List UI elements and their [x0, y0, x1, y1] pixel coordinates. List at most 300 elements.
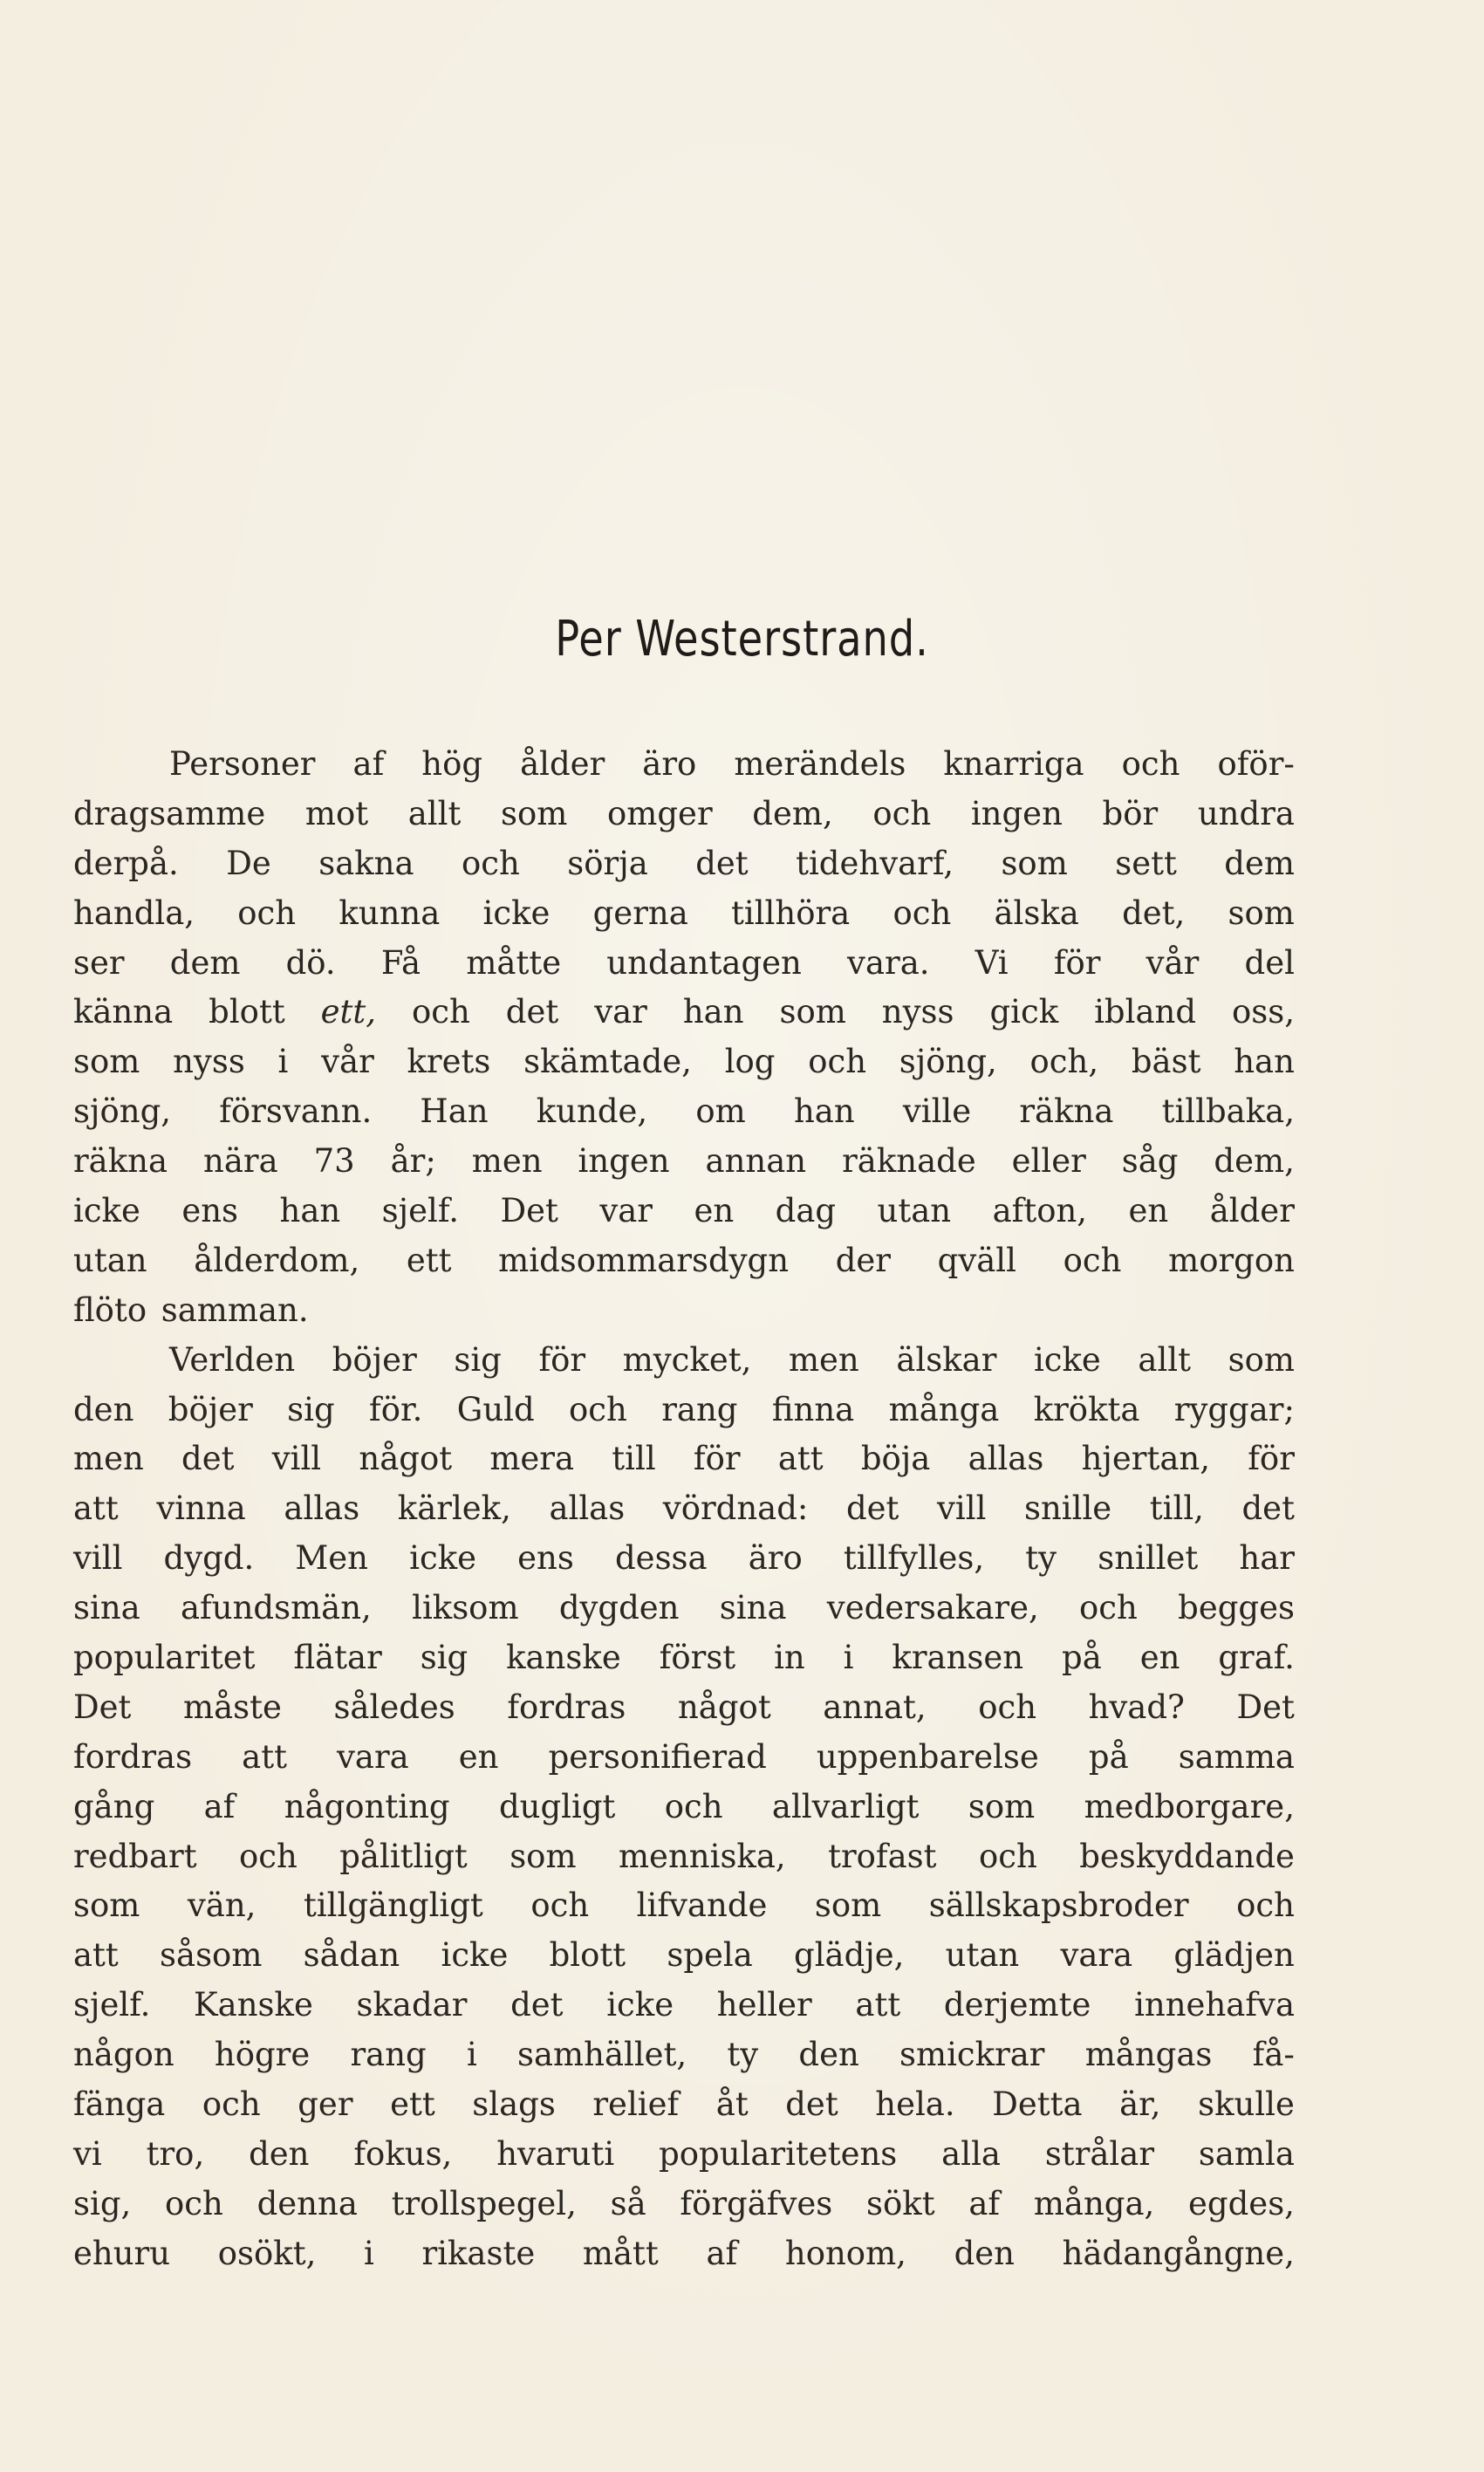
word: hjertan,	[1081, 1440, 1210, 1478]
word: nyss	[173, 1043, 245, 1081]
text-line	[73, 2180, 1295, 2229]
word: vår	[321, 1043, 374, 1081]
word: oför-	[1217, 745, 1295, 783]
text-line	[73, 1484, 1295, 1534]
word: det	[1241, 1489, 1295, 1528]
word: han	[682, 993, 744, 1031]
word: böjer	[332, 1340, 417, 1379]
word: merändels	[734, 745, 906, 783]
word: utan	[945, 1936, 1020, 1975]
word: ålder	[520, 745, 605, 783]
word: år;	[390, 1142, 436, 1181]
word: men	[73, 1440, 144, 1478]
text-line	[73, 2130, 1295, 2180]
word: liksom	[412, 1589, 519, 1627]
text-line	[73, 2229, 1295, 2279]
word: många,	[1033, 2184, 1155, 2222]
word: lifvande	[636, 1887, 768, 1925]
text-line	[73, 1534, 1295, 1584]
word: Han	[420, 1092, 489, 1131]
body-text	[73, 740, 1295, 2279]
word: afundsmän,	[181, 1589, 372, 1627]
word: fordras	[507, 1688, 626, 1726]
word: att	[777, 1440, 824, 1478]
word: undra	[1197, 794, 1295, 832]
word: som	[509, 1837, 577, 1875]
text-line	[73, 1137, 1295, 1187]
word: Vi	[975, 943, 1009, 982]
word: smickrar	[899, 2036, 1045, 2074]
text-line	[73, 1981, 1295, 2030]
word: kärlek,	[397, 1489, 511, 1528]
word: något	[359, 1440, 453, 1478]
word: beskyddande	[1079, 1837, 1295, 1875]
word: och	[872, 794, 932, 832]
word: det	[695, 844, 749, 882]
word: och	[892, 894, 952, 932]
word: annat,	[823, 1688, 927, 1726]
word: popularitetens	[659, 2134, 898, 2173]
word: hög	[421, 745, 483, 783]
word: dem,	[1214, 1142, 1295, 1181]
word: högre	[214, 2036, 311, 2074]
word: kransen	[892, 1639, 1024, 1677]
word: som	[1001, 844, 1068, 882]
word: hvaruti	[496, 2134, 615, 2173]
word: skadar	[356, 1986, 468, 2024]
word: som	[73, 1887, 140, 1925]
word: sådan	[303, 1936, 400, 1975]
word: skulle	[1198, 2085, 1295, 2124]
word: ingen	[578, 1142, 670, 1181]
word: slags	[472, 2085, 556, 2124]
word: af	[203, 1787, 236, 1825]
word: allt	[1138, 1340, 1192, 1379]
word: heller	[716, 1986, 812, 2024]
word: som	[73, 1043, 140, 1081]
word: rang	[350, 2036, 427, 2074]
word: sig,	[73, 2184, 132, 2222]
word: på	[1062, 1639, 1102, 1677]
word: och	[1079, 1589, 1138, 1627]
word: dag	[775, 1192, 837, 1230]
word: vår	[1145, 943, 1200, 982]
word: af	[968, 2184, 1001, 2222]
word: såsom	[160, 1936, 263, 1975]
word: sig	[287, 1390, 335, 1428]
word: oss,	[1231, 993, 1295, 1031]
word: tidehvarf,	[796, 844, 954, 882]
word: det	[510, 1986, 564, 2024]
word: måste	[182, 1688, 282, 1726]
text-line	[73, 1286, 1295, 1336]
word: mått	[582, 2234, 659, 2272]
word: allvarligt	[771, 1787, 920, 1825]
text-line	[73, 2080, 1295, 2130]
word: ibland	[1094, 993, 1197, 1031]
word: många	[888, 1390, 1000, 1428]
word: har	[1239, 1539, 1295, 1578]
word: in	[774, 1639, 805, 1677]
word: af	[352, 745, 385, 783]
word: eller	[1011, 1142, 1086, 1181]
word: icke	[606, 1986, 674, 2024]
word: utan	[877, 1192, 952, 1230]
word: icke	[73, 1192, 140, 1230]
word: innehafva	[1134, 1986, 1295, 2024]
word: sina	[73, 1589, 140, 1627]
word: knarriga	[943, 745, 1084, 783]
text-line	[73, 1584, 1295, 1633]
word: han	[793, 1092, 855, 1131]
word: hvad?	[1088, 1688, 1185, 1726]
word: dygd.	[163, 1539, 255, 1578]
word: försvann.	[219, 1092, 373, 1131]
word: vinna	[156, 1489, 246, 1528]
word: mera	[489, 1440, 575, 1478]
word: krökta	[1033, 1390, 1140, 1428]
word: sjöng,	[73, 1092, 172, 1131]
word: alla	[941, 2134, 1001, 2173]
word: och	[1063, 1241, 1122, 1279]
word: sällskapsbroder	[928, 1887, 1189, 1925]
word: det	[181, 1440, 235, 1478]
word: den	[954, 2234, 1016, 2272]
word: få-	[1252, 2036, 1295, 2074]
word: Kanske	[194, 1986, 313, 2024]
word: graf.	[1218, 1639, 1295, 1677]
word: popularitet	[73, 1639, 256, 1677]
word: rang	[661, 1390, 738, 1428]
text-line	[73, 740, 1295, 790]
word: ett,	[320, 993, 377, 1031]
text-line	[73, 839, 1295, 889]
word: samla	[1198, 2134, 1295, 2173]
word: tro,	[146, 2134, 205, 2173]
word: strålar	[1044, 2134, 1155, 2173]
word: sina	[719, 1589, 787, 1627]
word: der	[835, 1241, 891, 1279]
text-line	[73, 1733, 1295, 1783]
text-line	[73, 1236, 1295, 1286]
word: dem,	[752, 794, 833, 832]
word: samman.	[161, 1291, 309, 1329]
word: tillfylles,	[843, 1539, 985, 1578]
text-line	[73, 1832, 1295, 1882]
word: ryggar;	[1173, 1390, 1295, 1428]
word: först	[659, 1639, 736, 1677]
word: är,	[1119, 2085, 1161, 2124]
word: derpå.	[73, 844, 179, 882]
word: vän,	[187, 1887, 256, 1925]
word: måtte	[466, 943, 562, 982]
word: hädangångne,	[1062, 2234, 1295, 2272]
word: så	[610, 2184, 646, 2222]
text-line	[73, 790, 1295, 839]
text-line	[73, 1633, 1295, 1683]
word: rikaste	[421, 2234, 536, 2272]
word: nyss	[881, 993, 954, 1031]
word: sökt	[866, 2184, 935, 2222]
word: i	[466, 2036, 477, 2074]
word: gerna	[592, 894, 688, 932]
word: och	[808, 1043, 867, 1081]
word: men	[471, 1142, 543, 1181]
word: bäst	[1131, 1043, 1201, 1081]
word: och	[237, 894, 297, 932]
text-line	[73, 2030, 1295, 2080]
word: af	[706, 2234, 738, 2272]
word: egdes,	[1188, 2184, 1295, 2222]
word: Verlden	[169, 1340, 296, 1379]
word: blott	[549, 1936, 626, 1975]
word: sig	[454, 1340, 502, 1379]
word: och,	[1029, 1043, 1099, 1081]
word: skämtade,	[523, 1043, 692, 1081]
word: ser	[73, 943, 125, 982]
word: äro	[642, 745, 697, 783]
word: vi	[73, 2134, 102, 2173]
text-line	[73, 988, 1295, 1037]
word: krets	[407, 1043, 491, 1081]
word: ty	[727, 2036, 759, 2074]
word: och	[462, 844, 520, 882]
word: menniska,	[618, 1837, 786, 1875]
word: gick	[989, 993, 1059, 1031]
word: ville	[902, 1092, 972, 1131]
word: vara.	[847, 943, 930, 982]
word: som	[1228, 1340, 1295, 1379]
word: för	[1248, 1440, 1295, 1478]
word: en	[1128, 1192, 1169, 1230]
text-line	[73, 1187, 1295, 1236]
word: och	[978, 1837, 1037, 1875]
word: vill	[271, 1440, 322, 1478]
word: och	[1236, 1887, 1295, 1925]
text-line	[73, 889, 1295, 939]
word: pålitligt	[339, 1837, 468, 1875]
word: mycket,	[622, 1340, 752, 1379]
word: morgon	[1168, 1241, 1295, 1279]
word: fänga	[73, 2085, 166, 2124]
word: att	[73, 1936, 119, 1975]
word: icke	[441, 1936, 509, 1975]
word: honom,	[784, 2234, 906, 2272]
word: vill	[937, 1489, 987, 1528]
word: att	[242, 1737, 287, 1776]
word: åt	[715, 2085, 749, 2124]
word: afton,	[992, 1192, 1088, 1230]
word: dessa	[614, 1539, 708, 1578]
word: qväll	[937, 1241, 1016, 1279]
word: någonting	[284, 1787, 450, 1825]
word: och	[664, 1787, 723, 1825]
word: i	[363, 2234, 374, 2272]
word: Detta	[992, 2085, 1083, 2124]
word: begges	[1178, 1589, 1295, 1627]
word: älska	[994, 894, 1079, 932]
word: personifierad	[548, 1737, 767, 1776]
word: uppenbarelse	[816, 1737, 1039, 1776]
text-line	[73, 1683, 1295, 1733]
word: en	[694, 1192, 735, 1230]
word: hela.	[875, 2085, 955, 2124]
word: den	[249, 2134, 310, 2173]
word: vara	[337, 1737, 409, 1776]
word: mångas	[1084, 2036, 1213, 2074]
word: som	[814, 1887, 882, 1925]
word: något	[677, 1688, 771, 1726]
word: och	[202, 2085, 261, 2124]
word: denna	[256, 2184, 358, 2222]
word: det,	[1122, 894, 1186, 932]
word: i	[277, 1043, 289, 1081]
word: annan	[705, 1142, 807, 1181]
word: 73	[313, 1142, 355, 1181]
word: icke	[482, 894, 551, 932]
text-line	[73, 1881, 1295, 1931]
word: ålderdom,	[194, 1241, 360, 1279]
word: ålder	[1209, 1192, 1295, 1230]
word: sett	[1115, 844, 1177, 882]
word: för	[538, 1340, 586, 1379]
word: utan	[73, 1241, 147, 1279]
word: spela	[667, 1936, 753, 1975]
text-line	[73, 1037, 1295, 1087]
word: förgäfves	[680, 2184, 833, 2222]
word: som	[779, 993, 846, 1031]
word: och	[165, 2184, 223, 2222]
word: kunna	[339, 894, 441, 932]
word: sakna	[318, 844, 414, 882]
word: såg	[1121, 1142, 1179, 1181]
word: ens	[517, 1539, 574, 1578]
word: ingen	[970, 794, 1063, 832]
word: sjöng,	[899, 1043, 997, 1081]
word: nära	[203, 1142, 278, 1181]
word: räkna	[1019, 1092, 1114, 1131]
word: ett	[390, 2085, 435, 2124]
word: vedersakare,	[826, 1589, 1039, 1627]
word: och	[412, 993, 470, 1031]
word: dragsamme	[73, 794, 266, 832]
word: älskar	[896, 1340, 997, 1379]
word: dygden	[558, 1589, 680, 1627]
word: ger	[297, 2085, 353, 2124]
word: som	[1228, 894, 1295, 932]
word: samhället,	[516, 2036, 687, 2074]
word: blott	[209, 993, 285, 1031]
word: således	[333, 1688, 455, 1726]
word: Personer	[169, 745, 316, 783]
word: till	[612, 1440, 656, 1478]
word: det	[785, 2085, 838, 2124]
word: icke	[409, 1539, 477, 1578]
word: om	[695, 1092, 746, 1131]
word: omger	[607, 794, 713, 832]
word: dugligt	[498, 1787, 616, 1825]
word: kunde,	[536, 1092, 648, 1131]
word: allas	[549, 1489, 626, 1528]
word: tillgängligt	[303, 1887, 483, 1925]
word: en	[458, 1737, 499, 1776]
word: sörja	[567, 844, 648, 882]
word: och	[530, 1887, 590, 1925]
text-line	[73, 1931, 1295, 1981]
word: det	[505, 993, 559, 1031]
word: känna	[73, 993, 174, 1031]
word: och	[239, 1837, 297, 1875]
word: snille	[1023, 1489, 1112, 1528]
word: att	[855, 1986, 901, 2024]
word: det	[845, 1489, 899, 1528]
word: mot	[304, 794, 369, 832]
word: ett	[406, 1241, 452, 1279]
word: en	[1139, 1639, 1180, 1677]
page-title: Per Westerstrand.	[555, 611, 929, 668]
word: sjelf.	[381, 1192, 459, 1230]
word: sig	[420, 1639, 468, 1677]
word: vara	[1060, 1936, 1133, 1975]
text-line	[73, 1336, 1295, 1386]
word: flöto	[73, 1291, 147, 1329]
word: och	[569, 1390, 627, 1428]
text-line	[73, 1087, 1295, 1137]
word: kanske	[506, 1639, 621, 1677]
word: fokus,	[353, 2134, 453, 2173]
word: för.	[369, 1390, 423, 1428]
word: sjelf.	[73, 1986, 151, 2024]
word: och	[1121, 745, 1180, 783]
word: De	[226, 844, 271, 882]
word: var	[599, 1192, 653, 1230]
word: på	[1088, 1737, 1129, 1776]
word: var	[594, 993, 647, 1031]
word: handla,	[73, 894, 195, 932]
word: ty	[1025, 1539, 1057, 1578]
word: allas	[284, 1489, 360, 1528]
word: ens	[181, 1192, 239, 1230]
word: medborgare,	[1084, 1787, 1295, 1825]
text-line	[73, 939, 1295, 989]
word: dö.	[285, 943, 336, 982]
word: bör	[1102, 794, 1159, 832]
word: derjemte	[943, 1986, 1091, 2024]
word: vill	[73, 1539, 123, 1578]
word: undantagen	[606, 943, 802, 982]
word: att	[73, 1489, 119, 1528]
word: Guld	[456, 1390, 535, 1428]
text-line	[73, 1435, 1295, 1484]
word: redbart	[73, 1837, 197, 1875]
word: Det	[1236, 1688, 1295, 1726]
word: Få	[380, 943, 421, 982]
word: räknade	[842, 1142, 976, 1181]
word: allt	[407, 794, 462, 832]
word: fordras	[73, 1737, 193, 1776]
word: dem	[169, 943, 241, 982]
word: han	[279, 1192, 341, 1230]
word: icke	[1033, 1340, 1101, 1379]
word: flätar	[293, 1639, 382, 1677]
word: räkna	[73, 1142, 168, 1181]
word: den	[798, 2036, 859, 2074]
word: trollspegel,	[391, 2184, 577, 2222]
word: böjer	[168, 1390, 253, 1428]
word: Det	[500, 1192, 558, 1230]
word: samma	[1178, 1737, 1295, 1776]
word: gång	[73, 1787, 155, 1825]
